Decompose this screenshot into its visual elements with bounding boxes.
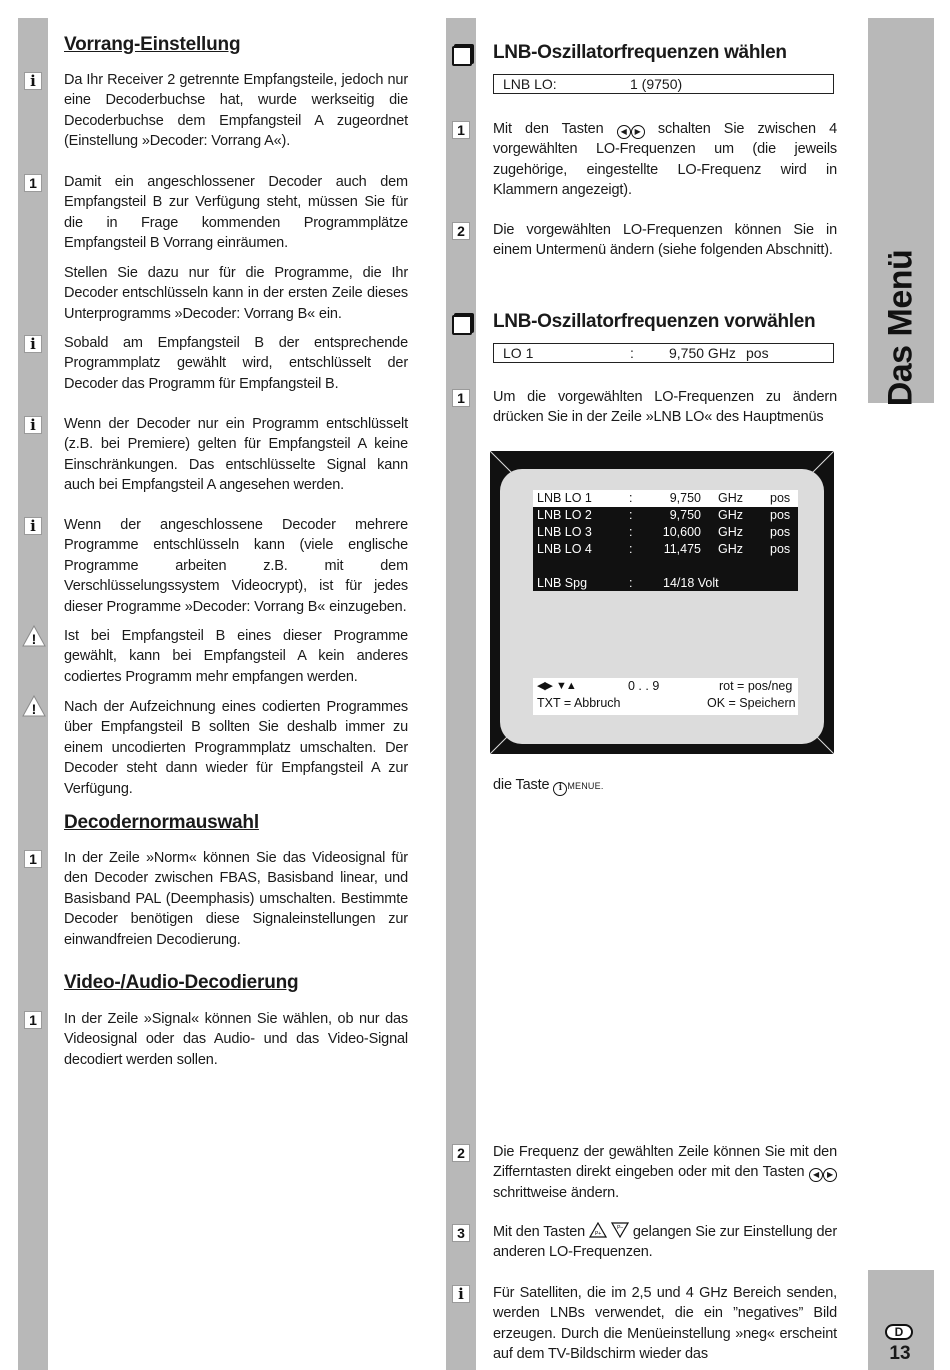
warning-icon bbox=[22, 695, 46, 717]
paragraph-negative-lnb: Für Satelliten, die im 2,5 und 4 GHz Bereich senden, werden LNBs verwendet, die ein ”negatives” Bild erzeugen. Durch die Menüeinstellung »neg« erscheint auf dem TV-Bildschirm wieder das bbox=[493, 1285, 837, 1363]
step-1-marker: 1 bbox=[452, 389, 470, 407]
heading-lnb-preselect: LNB-Oszillatorfrequenzen vorwählen bbox=[493, 311, 816, 332]
svg-text:!: ! bbox=[31, 701, 37, 717]
info-icon: i bbox=[24, 416, 42, 434]
lo1-separator: : bbox=[630, 345, 634, 361]
info-icon: i bbox=[452, 1285, 470, 1303]
paragraph-vorrang-settings: Stellen Sie dazu nur für die Programme, die Ihr Decoder entschlüsseln kann in der ersten Zeile dieses Unterprogramms »Decoder: Vorrang B« ein. bbox=[64, 265, 408, 322]
menu-row-lnb-lo-2[interactable]: LNB LO 2 : 9,750 GHz pos bbox=[537, 508, 791, 522]
warning-icon bbox=[22, 625, 46, 647]
info-icon: i bbox=[24, 335, 42, 353]
step-1-marker: 1 bbox=[24, 174, 42, 192]
section-box-icon bbox=[452, 315, 472, 335]
paragraph-vorrang-b: Sobald am Empfangsteil B der entsprechende Programmplatz gewählt wird, entschlüsselt der Decoder das Programm für Empfangsteil B. bbox=[64, 335, 408, 392]
paragraph-vorrang-intro: Da Ihr Receiver 2 getrennte Empfangsteile, jedoch nur eine Decoderbuchse hat, wurde werkseitig die Decoderbuchse dem Empfangsteil A zugeordnet (Einstellung »Decoder: Vorrang A«). bbox=[64, 72, 408, 150]
paragraph-single-program: Wenn der Decoder nur ein Programm entschlüsselt (z.B. bei Premiere) gelten für Empfangsteil A keine Einschränkungen. Das entschlüsselte Signal kann auch bei Empfangsteil A angesehen werden. bbox=[64, 416, 408, 494]
program-down-key-icon bbox=[611, 1222, 629, 1238]
left-margin-strip bbox=[18, 18, 48, 1370]
paragraph-preselect-step2: Die Frequenz der gewählten Zeile können Sie mit den Zifferntasten direkt eingeben oder mit den Tasten ◀ ▶ schrittweise ändern. bbox=[493, 1144, 837, 1201]
page-number: 13 bbox=[889, 1343, 911, 1364]
nav-arrows-icon: ◀▶ ▼▲ bbox=[537, 680, 576, 692]
right-arrow-key-icon: ▶ bbox=[631, 125, 645, 139]
paragraph-lnb-step1: Mit den Tasten ◀ ▶ schalten Sie zwischen 4 vorgewählten LO-Frequenzen um (die jeweils zugehörige, eingestellte LO-Frequenz wird in Klammern angezeigt). bbox=[493, 121, 837, 199]
step-1-marker: 1 bbox=[24, 850, 42, 868]
heading-vorrang: Vorrang-Einstellung bbox=[64, 34, 241, 55]
info-icon: i bbox=[24, 517, 42, 535]
menu-footer-row-1: ◀▶ ▼▲ 0 . . 9 rot = pos/neg bbox=[537, 679, 793, 693]
paragraph-vorrang-step1: Damit ein angeschlossener Decoder auch dem Empfangsteil B zur Verfügung steht, müssen Sie für die in Frage kommenden Programmplätze Empfangsteil B Vorrang einräumen. bbox=[64, 174, 408, 252]
menu-row-lnb-lo-1[interactable]: LNB LO 1 : 9,750 GHz pos bbox=[533, 490, 798, 507]
menu-row-lnb-lo-3[interactable]: LNB LO 3 : 10,600 GHz pos bbox=[537, 525, 791, 539]
paragraph-lnb-step2: Die vorgewählten LO-Frequenzen können Sie in einem Untermenü ändern (siehe folgenden Abschnitt). bbox=[493, 222, 837, 259]
chapter-tab bbox=[868, 18, 934, 407]
chapter-title: Das Menü bbox=[881, 249, 920, 407]
language-badge: D bbox=[885, 1324, 913, 1340]
middle-margin-strip bbox=[446, 18, 476, 1370]
menu-row-lnb-lo-4[interactable]: LNB LO 4 : 11,475 GHz pos bbox=[537, 542, 791, 556]
paragraph-decodernorm: In der Zeile »Norm« können Sie das Videosignal für den Decoder zwischen FBAS, Basisband linear, und Basisband PAL (Deemphasis) umschalten. Bestimmte Decoder benötigen diese Signaleinstellungen zur einwandfreien Decodierung. bbox=[64, 850, 408, 948]
paragraph-multi-program: Wenn der angeschlossene Decoder mehrere Programme entschlüsseln kann (viele englische Programme arbeiten z.B. mit dem Verschlüsselungssystem Videocrypt), ist für jedes dieser Programme »Decoder: Vorrang B« einzugeben. bbox=[64, 517, 408, 615]
lnb-lo-label: LNB LO: bbox=[503, 76, 557, 92]
menu-footer-row-2: TXT = Abbruch OK = Speichern bbox=[537, 696, 796, 710]
right-arrow-key-icon: ▶ bbox=[823, 1168, 837, 1182]
step-3-marker: 3 bbox=[452, 1224, 470, 1242]
program-up-key-icon bbox=[589, 1222, 607, 1238]
step-2-marker: 2 bbox=[452, 222, 470, 240]
heading-decodernorm: Decodernormauswahl bbox=[64, 812, 259, 833]
heading-lnb-select: LNB-Oszillatorfrequenzen wählen bbox=[493, 42, 787, 63]
lo1-polarity: pos bbox=[746, 345, 769, 361]
paragraph-menu-key: die Taste i MENUE. bbox=[493, 775, 837, 796]
paragraph-warning-2: Nach der Aufzeichnung eines codierten Programmes über Empfangsteil B sollten Sie deshalb immer zu einem uncodierten Programmplatz umschalten. Der Decoder steht dann wieder für Empfangsteil A zur Verfügung. bbox=[64, 699, 408, 797]
heading-video-audio: Video-/Audio-Decodierung bbox=[64, 972, 299, 993]
left-arrow-key-icon: ◀ bbox=[809, 1168, 823, 1182]
lnb-lo-field bbox=[493, 74, 834, 94]
step-1-marker: 1 bbox=[24, 1011, 42, 1029]
svg-text:!: ! bbox=[31, 631, 37, 647]
step-2-marker: 2 bbox=[452, 1144, 470, 1162]
section-box-icon bbox=[452, 46, 472, 66]
info-key-icon: i bbox=[553, 782, 567, 796]
lnb-lo-value: 1 (9750) bbox=[630, 76, 683, 92]
lo1-value: 9,750 GHz bbox=[669, 345, 736, 361]
paragraph-warning-1: Ist bei Empfangsteil B eines dieser Programme gewählt, kann bei Empfangsteil A kein anderes codiertes Programm mehr empfangen werden. bbox=[64, 628, 408, 685]
svg-text:P+: P+ bbox=[594, 1231, 601, 1237]
step-1-marker: 1 bbox=[452, 121, 470, 139]
left-arrow-key-icon: ◀ bbox=[617, 125, 631, 139]
svg-text:P–: P– bbox=[616, 1225, 623, 1231]
lo1-label: LO 1 bbox=[503, 345, 534, 361]
paragraph-preselect-step1: Um die vorgewählten LO-Frequenzen zu ändern drücken Sie in der Zeile »LNB LO« des Hauptmenüs bbox=[493, 389, 837, 426]
paragraph-preselect-step3: Mit den Tasten P+ P– gelangen Sie zur Einstellung der anderen LO-Frequenzen. bbox=[493, 1224, 837, 1261]
info-icon: i bbox=[24, 72, 42, 90]
paragraph-video-audio: In der Zeile »Signal« können Sie wählen, ob nur das Videosignal oder das Audio- und das Video-Signal decodiert werden sollen. bbox=[64, 1011, 408, 1068]
menu-row-lnb-spg[interactable]: LNB Spg : 14/18 Volt bbox=[537, 576, 719, 590]
lo1-field bbox=[493, 343, 834, 363]
